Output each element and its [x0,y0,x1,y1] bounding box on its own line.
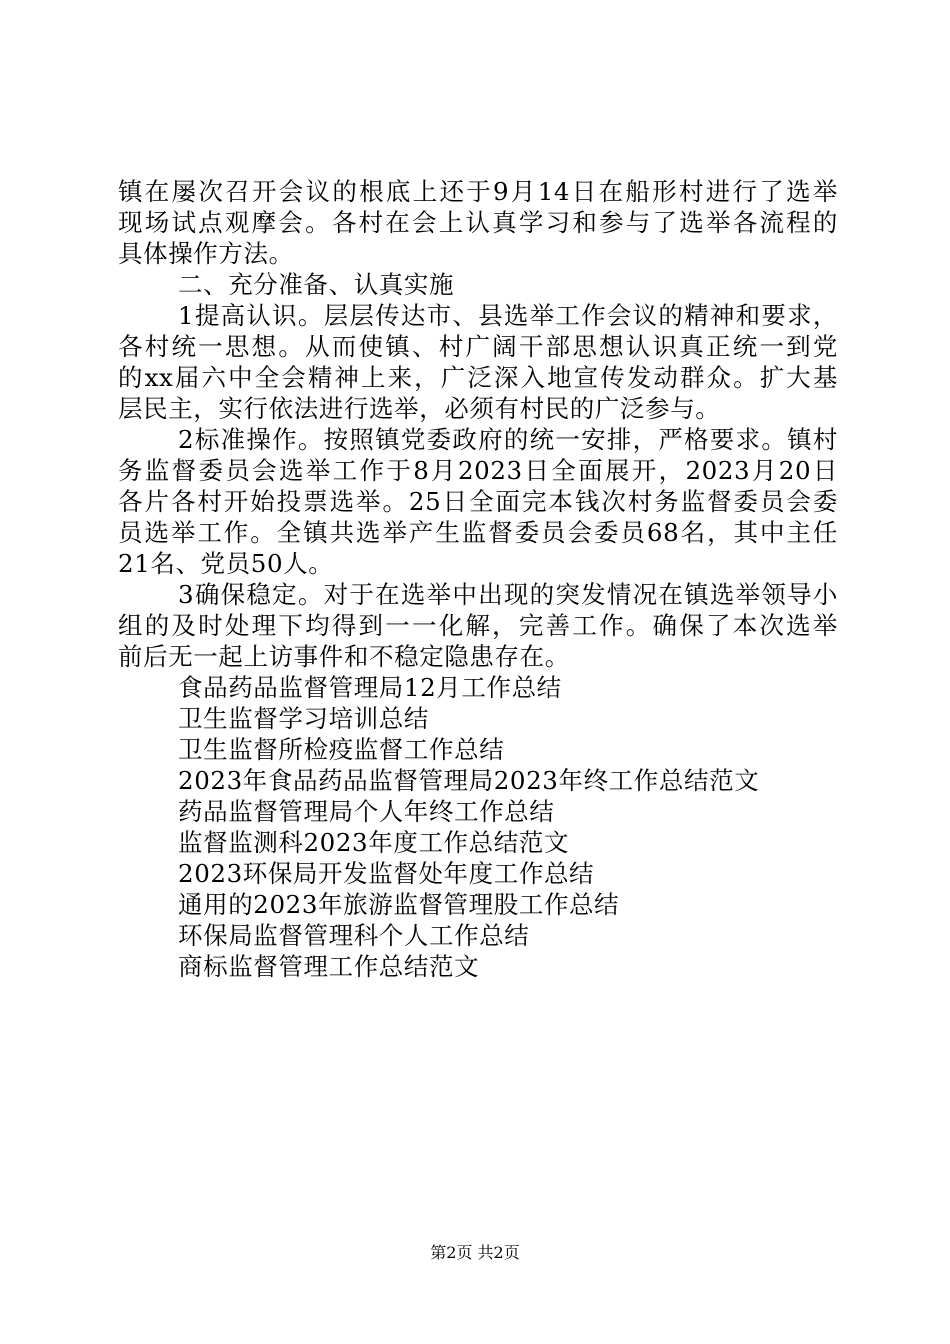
related-title: 监督监测科2023年度工作总结范文 [178,828,570,857]
related-title: 2023环保局开发监督处年度工作总结 [178,859,595,888]
page-number-footer: 第2页 共2页 [430,1243,520,1262]
section-heading: 二、充分准备、认真实施 [178,270,455,299]
paragraph-line: 层民主，实行依法进行选举，必须有村民的广泛参与。 [118,394,721,423]
paragraph-line: 组的及时处理下均得到一一化解，完善工作。确保了本次选举 [118,611,838,640]
related-title: 食品药品监督管理局12月工作总结 [178,673,562,702]
paragraph-line: 现场试点观摩会。各村在会上认真学习和参与了选举各流程的 [118,208,838,237]
paragraph-line: 具体操作方法。 [118,239,294,268]
paragraph-line: 的xx届六中全会精神上来，广泛深入地宣传发动群众。扩大基 [118,363,838,392]
paragraph-line: 各片各村开始投票选举。25日全面完本钱次村务监督委员会委 [118,487,838,516]
paragraph-line: 员选举工作。全镇共选举产生监督委员会委员68名，其中主任 [118,518,838,547]
paragraph-line: 3确保稳定。对于在选举中出现的突发情况在镇选举领导小 [178,580,838,609]
related-title: 商标监督管理工作总结范文 [178,952,480,981]
paragraph-line: 镇在屡次召开会议的根底上还于9月14日在船形村进行了选举 [118,177,838,206]
paragraph-line: 务监督委员会选举工作于8月2023日全面展开，2023月20日 [118,456,838,485]
related-title: 药品监督管理局个人年终工作总结 [178,797,555,826]
related-title: 通用的2023年旅游监督管理股工作总结 [178,890,620,919]
related-title: 环保局监督管理科个人工作总结 [178,921,530,950]
paragraph-line: 21名、党员50人。 [118,549,334,578]
paragraph-line: 1提高认识。层层传达市、县选举工作会议的精神和要求， [178,301,838,330]
paragraph-line: 前后无一起上访事件和不稳定隐患存在。 [118,642,570,671]
paragraph-line: 2标准操作。按照镇党委政府的统一安排，严格要求。镇村 [178,425,838,454]
paragraph-line: 各村统一思想。从而使镇、村广阔干部思想认识真正统一到党 [118,332,838,361]
related-title: 卫生监督所检疫监督工作总结 [178,735,505,764]
related-title: 卫生监督学习培训总结 [178,704,429,733]
document-body [118,176,838,982]
related-title: 2023年食品药品监督管理局2023年终工作总结范文 [178,766,760,795]
